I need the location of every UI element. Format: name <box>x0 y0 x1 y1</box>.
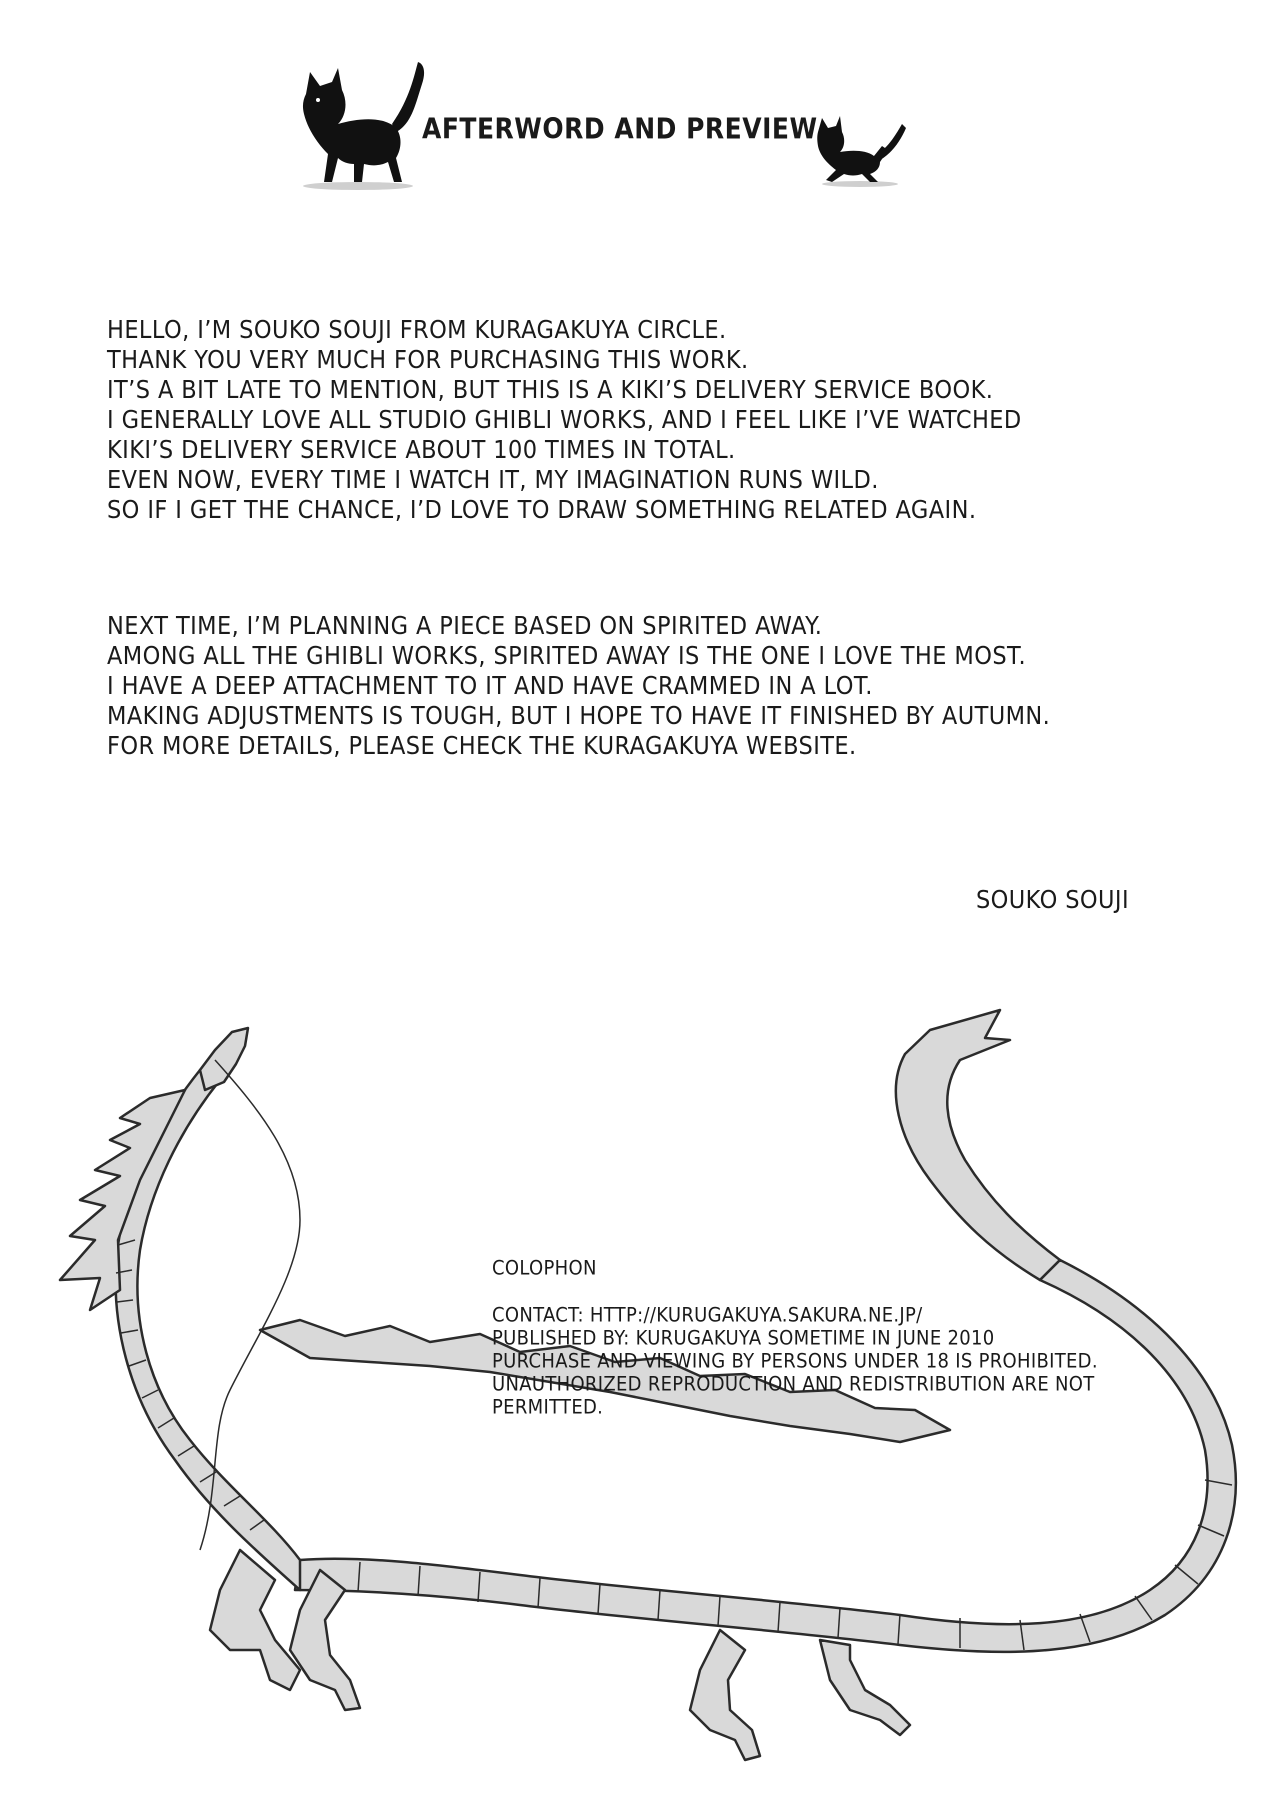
afterword-line: IT’S A BIT LATE TO MENTION, BUT THIS IS A KIKI’S DELIVERY SERVICE BOOK. <box>107 376 994 405</box>
preview-line: MAKING ADJUSTMENTS IS TOUGH, BUT I HOPE TO HAVE IT FINISHED BY AUTUMN. <box>107 702 1051 731</box>
preview-line: AMONG ALL THE GHIBLI WORKS, SPIRITED AWAY IS THE ONE I LOVE THE MOST. <box>107 642 1027 671</box>
colophon-line: UNAUTHORIZED REPRODUCTION AND REDISTRIBUTION ARE NOT <box>492 1373 1095 1397</box>
preview-line: I HAVE A DEEP ATTACHMENT TO IT AND HAVE CRAMMED IN A LOT. <box>107 672 873 701</box>
colophon-line: PUBLISHED BY: KURUGAKUYA SOMETIME IN JUNE 2010 <box>492 1327 995 1351</box>
afterword-line: THANK YOU VERY MUCH FOR PURCHASING THIS WORK. <box>107 346 749 375</box>
afterword-line: KIKI’S DELIVERY SERVICE ABOUT 100 TIMES IN TOTAL. <box>107 436 736 465</box>
preview-line: NEXT TIME, I’M PLANNING A PIECE BASED ON SPIRITED AWAY. <box>107 612 823 641</box>
running-cat-icon <box>808 110 908 190</box>
colophon-line: PERMITTED. <box>492 1396 604 1420</box>
preview-paragraph <box>107 610 1050 760</box>
walking-cat-icon <box>288 54 428 194</box>
page-title: AFTERWORD AND PREVIEW <box>422 112 818 146</box>
preview-line: FOR MORE DETAILS, PLEASE CHECK THE KURAGAKUYA WEBSITE. <box>107 732 857 761</box>
afterword-line: SO IF I GET THE CHANCE, I’D LOVE TO DRAW SOMETHING RELATED AGAIN. <box>107 496 977 525</box>
afterword-line: EVEN NOW, EVERY TIME I WATCH IT, MY IMAGINATION RUNS WILD. <box>107 466 879 495</box>
afterword-line: I GENERALLY LOVE ALL STUDIO GHIBLI WORKS, AND I FEEL LIKE I’VE WATCHED <box>107 406 1022 435</box>
colophon-details <box>492 1303 1098 1418</box>
author-signature: SOUKO SOUJI <box>976 886 1129 915</box>
page-header <box>280 40 920 190</box>
afterword-line: HELLO, I’M SOUKO SOUJI FROM KURAGAKUYA CIRCLE. <box>107 316 727 345</box>
colophon-title: COLOPHON <box>492 1257 597 1281</box>
colophon-line: PURCHASE AND VIEWING BY PERSONS UNDER 18 IS PROHIBITED. <box>492 1350 1098 1374</box>
afterword-paragraph-1 <box>107 314 1022 524</box>
colophon-line: CONTACT: HTTP://KURUGAKUYA.SAKURA.NE.JP/ <box>492 1304 923 1328</box>
